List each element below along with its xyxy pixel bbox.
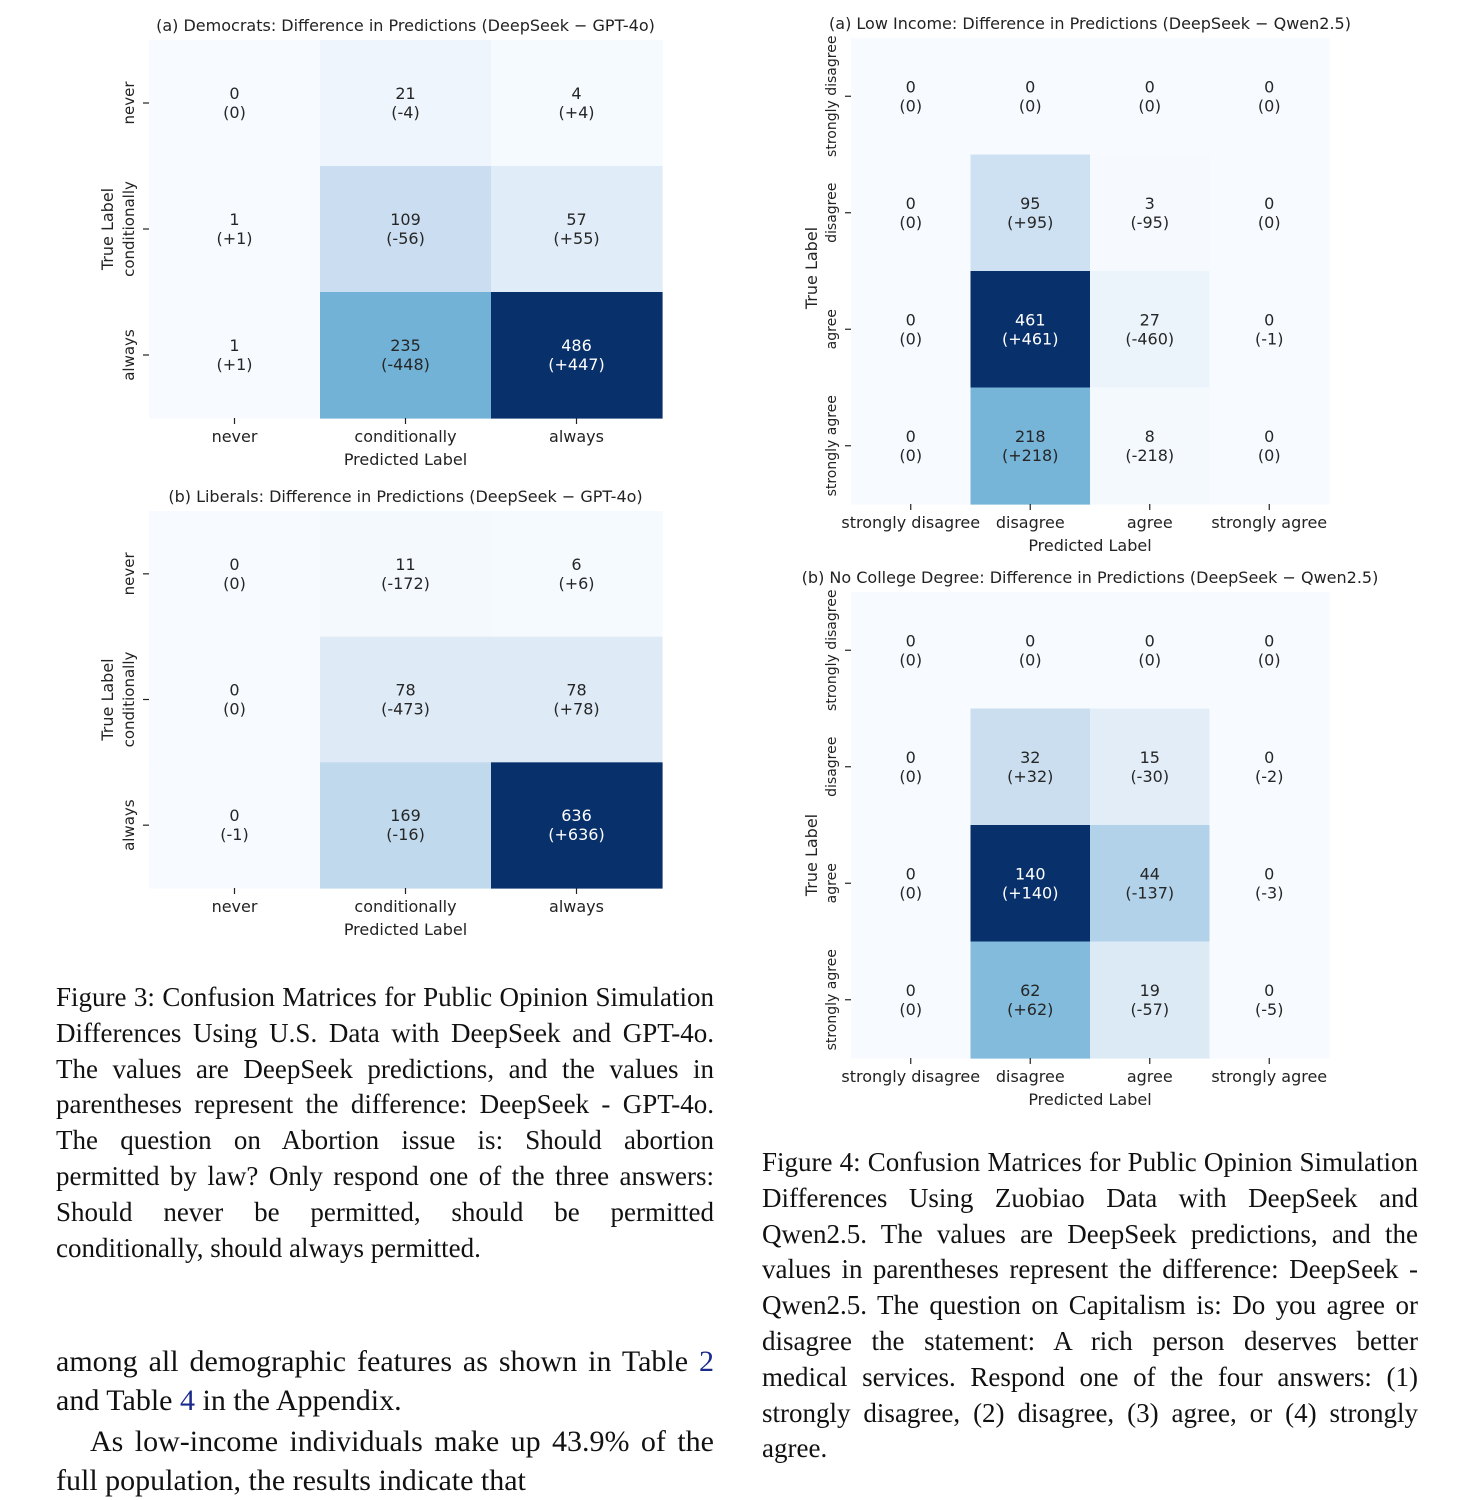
cell-value-label: 4 xyxy=(571,84,582,103)
cell-diff-label: (-473) xyxy=(381,699,430,719)
x-tick-label: conditionally xyxy=(354,897,457,916)
cell-diff-label: (0) xyxy=(899,883,923,903)
figure-3-caption xyxy=(56,980,714,1266)
heatmap-low-income xyxy=(740,0,1477,560)
figure-4-caption xyxy=(762,1145,1418,1467)
x-tick-label: always xyxy=(549,897,604,916)
cell-diff-label: (0) xyxy=(223,103,246,122)
cell-value-label: 0 xyxy=(905,864,916,884)
cell-diff-label: (+62) xyxy=(1007,999,1054,1019)
heatmap-no-college xyxy=(740,560,1477,1120)
cell-diff-label: (-1) xyxy=(1255,329,1284,349)
x-tick-label: disagree xyxy=(995,513,1065,532)
cell-diff-label: (-2) xyxy=(1255,766,1284,786)
figure-4-caption-text: Figure 4: Confusion Matrices for Public Opinion Simulation Differences Using Zuobiao Data with DeepSeek and Qwen2.5. The values are DeepSeek predictions, and the values in parentheses represent the difference: DeepSeek - Qwen2.5. The question on Capitalism is: Do you agree or disagree the statement: A rich person deserves better medical services. Respond one of the four answers: (1) strongly disagree, (2) disagree, (3) agree, or (4) strongly agree. xyxy=(762,1147,1418,1464)
cell-value-label: 19 xyxy=(1139,980,1160,1000)
cell-value-label: 21 xyxy=(395,84,416,103)
body-text-span: in the Appendix. xyxy=(194,1384,402,1417)
cell-value-label: 6 xyxy=(571,554,582,574)
cell-diff-label: (-172) xyxy=(381,573,430,593)
x-tick-label: conditionally xyxy=(354,427,457,446)
y-tick-label: strongly disagree xyxy=(824,589,840,711)
x-axis-label: Predicted Label xyxy=(343,450,468,469)
cell-value-label: 57 xyxy=(566,210,587,229)
cell-value-label: 0 xyxy=(1264,426,1275,446)
cell-value-label: 62 xyxy=(1020,980,1041,1000)
cell-value-label: 461 xyxy=(1014,310,1046,330)
cell-diff-label: (-56) xyxy=(386,229,425,248)
table-2-ref-link[interactable]: 2 xyxy=(699,1345,714,1378)
cell-value-label: 636 xyxy=(561,806,592,826)
y-tick-label: always xyxy=(120,799,138,851)
chart-title: (b) No College Degree: Difference in Predictions (DeepSeek − Qwen2.5) xyxy=(801,568,1379,587)
cell-value-label: 78 xyxy=(395,680,416,700)
cell-value-label: 3 xyxy=(1144,193,1155,213)
y-axis-label: True Label xyxy=(802,226,821,310)
cell-diff-label: (0) xyxy=(899,999,923,1019)
x-tick-label: strongly disagree xyxy=(841,513,981,532)
x-tick-label: never xyxy=(211,897,258,916)
cell-diff-label: (+218) xyxy=(1002,445,1059,465)
figure-3-caption-text: Figure 3: Confusion Matrices for Public Opinion Simulation Differences Using U.S. Data with DeepSeek and GPT-4o. The values are DeepSeek predictions, and the values in parentheses represent the difference: DeepSeek - GPT-4o. The question on Abortion issue is: Should abortion permitted by law? Only respond one of the three answers: Should never be permitted, should be permitted conditionally, should always permitted. xyxy=(56,982,714,1263)
cell-diff-label: (+55) xyxy=(553,229,600,248)
y-tick-label: agree xyxy=(824,863,840,904)
cell-diff-label: (0) xyxy=(1138,96,1162,116)
cell-value-label: 0 xyxy=(1264,310,1275,330)
chart-title: (a) Democrats: Difference in Predictions (DeepSeek − GPT-4o) xyxy=(156,16,655,35)
y-tick-label: conditionally xyxy=(120,181,138,277)
x-tick-label: strongly agree xyxy=(1211,1067,1328,1086)
cell-value-label: 0 xyxy=(1144,631,1155,651)
y-axis-label: True Label xyxy=(98,187,117,271)
x-tick-label: strongly disagree xyxy=(841,1067,981,1086)
cell-diff-label: (-30) xyxy=(1130,766,1170,786)
cell-value-label: 218 xyxy=(1014,426,1046,446)
cell-value-label: 0 xyxy=(229,84,240,103)
cell-value-label: 0 xyxy=(1264,747,1275,767)
cell-diff-label: (+140) xyxy=(1002,883,1059,903)
body-paragraph-2: As low-income individuals make up 43.9% of the full population, the results indicate that xyxy=(56,1425,714,1497)
x-tick-label: never xyxy=(211,427,258,446)
heatmap-liberals xyxy=(0,470,740,950)
heatmap-democrats xyxy=(0,0,740,470)
cell-diff-label: (0) xyxy=(1138,650,1162,670)
cell-value-label: 32 xyxy=(1020,747,1041,767)
y-tick-label: always xyxy=(120,329,138,381)
cell-diff-label: (0) xyxy=(899,445,923,465)
cell-value-label: 486 xyxy=(561,336,592,355)
cell-diff-label: (+1) xyxy=(216,229,253,248)
cell-diff-label: (+447) xyxy=(548,355,605,374)
cell-diff-label: (0) xyxy=(899,650,923,670)
cell-value-label: 0 xyxy=(229,554,240,574)
cell-diff-label: (-448) xyxy=(381,355,430,374)
cell-diff-label: (0) xyxy=(899,96,923,116)
cell-value-label: 0 xyxy=(1025,77,1036,97)
body-text-span: among all demographic features as shown in Table xyxy=(56,1345,699,1378)
cell-value-label: 44 xyxy=(1139,864,1160,884)
cell-value-label: 0 xyxy=(1264,980,1275,1000)
cell-diff-label: (0) xyxy=(1018,96,1042,116)
cell-value-label: 0 xyxy=(1264,77,1275,97)
cell-value-label: 15 xyxy=(1139,747,1160,767)
cell-value-label: 0 xyxy=(905,193,916,213)
cell-value-label: 0 xyxy=(1025,631,1036,651)
y-tick-label: strongly disagree xyxy=(824,35,840,157)
cell-value-label: 140 xyxy=(1014,864,1046,884)
cell-diff-label: (-95) xyxy=(1130,212,1170,232)
x-tick-label: agree xyxy=(1126,1067,1173,1086)
y-tick-label: strongly agree xyxy=(824,395,840,497)
cell-diff-label: (+1) xyxy=(216,355,253,374)
cell-diff-label: (-5) xyxy=(1255,999,1284,1019)
x-tick-label: always xyxy=(549,427,604,446)
y-tick-label: conditionally xyxy=(120,651,138,748)
cell-value-label: 0 xyxy=(1264,631,1275,651)
cell-diff-label: (+636) xyxy=(548,825,605,845)
y-tick-label: disagree xyxy=(824,182,840,243)
cell-diff-label: (+78) xyxy=(553,699,600,719)
cell-diff-label: (0) xyxy=(899,212,923,232)
cell-diff-label: (0) xyxy=(1018,650,1042,670)
cell-value-label: 169 xyxy=(390,806,421,826)
cell-diff-label: (-57) xyxy=(1130,999,1170,1019)
cell-value-label: 11 xyxy=(395,554,416,574)
cell-diff-label: (+461) xyxy=(1002,329,1059,349)
body-paragraph-1 xyxy=(56,1342,714,1420)
cell-value-label: 0 xyxy=(905,980,916,1000)
y-tick-label: never xyxy=(120,81,138,125)
y-axis-label: True Label xyxy=(98,658,117,741)
cell-diff-label: (0) xyxy=(1257,212,1281,232)
cell-value-label: 1 xyxy=(229,210,240,229)
x-tick-label: strongly agree xyxy=(1211,513,1328,532)
cell-value-label: 1 xyxy=(229,336,240,355)
cell-value-label: 0 xyxy=(905,77,916,97)
cell-value-label: 8 xyxy=(1144,426,1155,446)
cell-value-label: 78 xyxy=(566,680,587,700)
chart-title: (b) Liberals: Difference in Predictions (DeepSeek − GPT-4o) xyxy=(168,487,643,506)
cell-diff-label: (0) xyxy=(1257,650,1281,670)
cell-diff-label: (0) xyxy=(899,329,923,349)
cell-diff-label: (-1) xyxy=(220,825,249,845)
y-tick-label: never xyxy=(120,552,138,596)
cell-diff-label: (-137) xyxy=(1125,883,1175,903)
cell-diff-label: (+95) xyxy=(1007,212,1054,232)
x-axis-label: Predicted Label xyxy=(1028,536,1152,555)
cell-diff-label: (+4) xyxy=(558,103,595,122)
cell-diff-label: (0) xyxy=(1257,96,1281,116)
table-4-ref-link[interactable]: 4 xyxy=(179,1384,195,1417)
body-text xyxy=(56,1342,714,1500)
cell-diff-label: (+32) xyxy=(1007,766,1054,786)
cell-value-label: 0 xyxy=(1144,77,1155,97)
cell-diff-label: (-460) xyxy=(1125,329,1175,349)
y-tick-label: disagree xyxy=(824,736,840,797)
cell-value-label: 109 xyxy=(390,210,421,229)
cell-value-label: 0 xyxy=(905,426,916,446)
cell-diff-label: (+6) xyxy=(558,573,595,593)
cell-diff-label: (-4) xyxy=(391,103,420,122)
y-tick-label: strongly agree xyxy=(824,949,840,1051)
cell-diff-label: (0) xyxy=(1257,445,1281,465)
cell-diff-label: (0) xyxy=(223,573,246,593)
body-text-span: and Table xyxy=(56,1384,180,1417)
cell-value-label: 0 xyxy=(1264,193,1275,213)
x-tick-label: disagree xyxy=(995,1067,1065,1086)
y-axis-label: True Label xyxy=(802,813,821,897)
cell-value-label: 235 xyxy=(390,336,421,355)
cell-value-label: 0 xyxy=(1264,864,1275,884)
cell-diff-label: (-16) xyxy=(386,825,425,845)
x-tick-label: agree xyxy=(1126,513,1173,532)
y-tick-label: agree xyxy=(824,309,840,350)
cell-value-label: 0 xyxy=(905,747,916,767)
cell-value-label: 0 xyxy=(229,806,240,826)
cell-value-label: 0 xyxy=(229,680,240,700)
cell-value-label: 0 xyxy=(905,631,916,651)
cell-value-label: 95 xyxy=(1020,193,1041,213)
x-axis-label: Predicted Label xyxy=(1028,1090,1152,1109)
cell-diff-label: (-3) xyxy=(1255,883,1284,903)
cell-value-label: 27 xyxy=(1139,310,1160,330)
cell-diff-label: (0) xyxy=(223,699,246,719)
x-axis-label: Predicted Label xyxy=(343,920,468,939)
cell-diff-label: (-218) xyxy=(1125,445,1175,465)
cell-value-label: 0 xyxy=(905,310,916,330)
chart-title: (a) Low Income: Difference in Predictions (DeepSeek − Qwen2.5) xyxy=(829,14,1351,33)
cell-diff-label: (0) xyxy=(899,766,923,786)
